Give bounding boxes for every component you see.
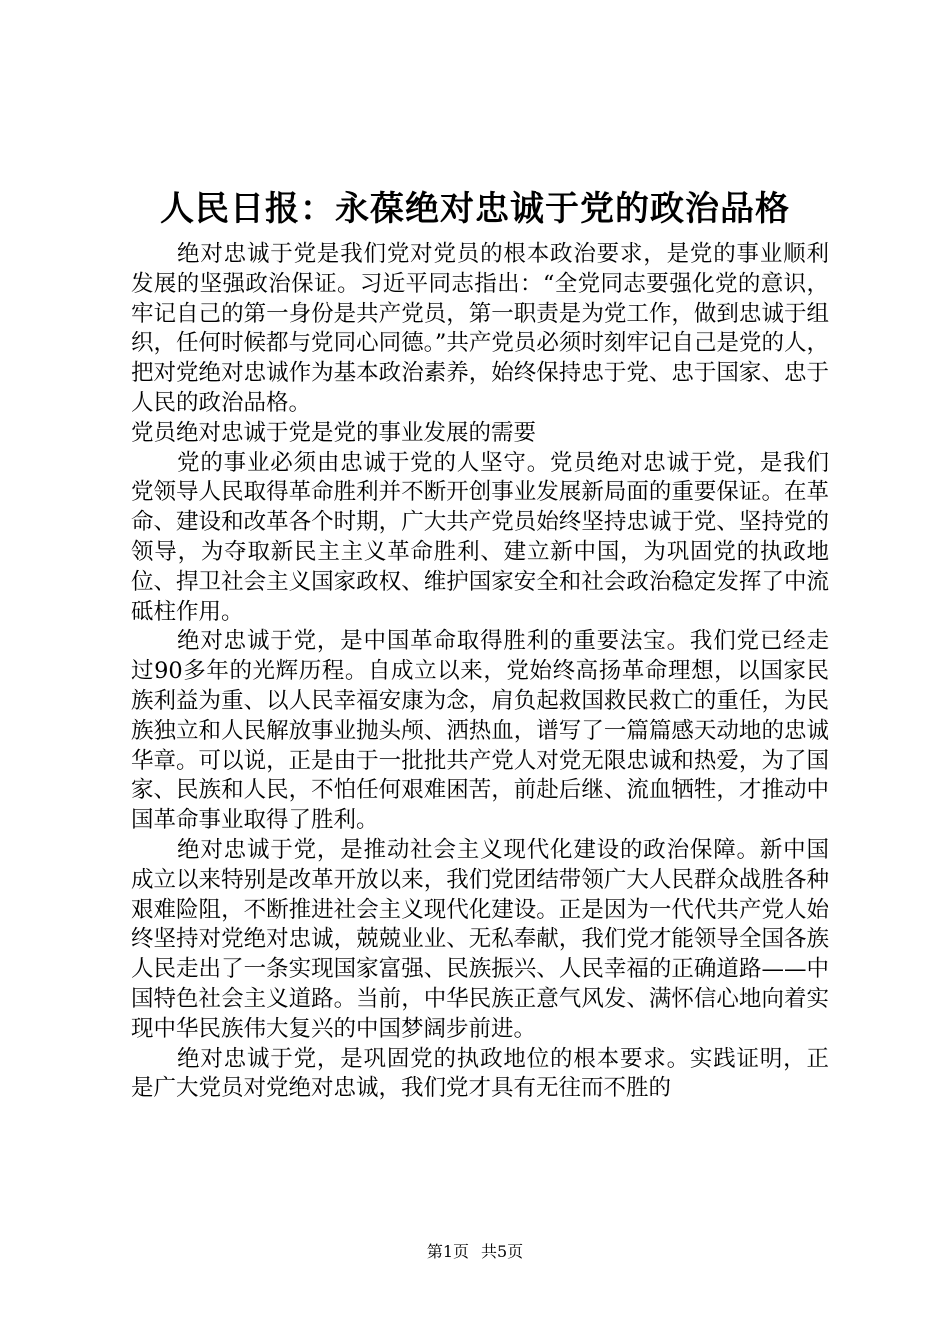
paragraph-governing-status: 绝对忠诚于党，是巩固党的执政地位的根本要求。实践证明，正是广大党员对党绝对忠诚，我们党才具有无往而不胜的 <box>131 1045 829 1102</box>
page-footer <box>0 1241 950 1263</box>
paragraph-intro: 绝对忠诚于党是我们党对党员的根本政治要求，是党的事业顺利发展的坚强政治保证。习近平同志指出：“全党同志要强化党的意识，牢记自己的第一身份是共产党员，第一职责是为党工作，做到忠诚于组织，任何时候都与党同心同德。”共产党员必须时刻牢记自己是党的人，把对党绝对忠诚作为基本政治素养，始终保持忠于党、忠于国家、忠于人民的政治品格。 <box>131 241 829 416</box>
paragraph-party-cause: 党的事业必须由忠诚于党的人坚守。党员绝对忠诚于党，是我们党领导人民取得革命胜利并不断开创事业发展新局面的重要保证。在革命、建设和改革各个时期，广大共产党员始终坚持忠诚于党、坚持党的领导，为夺取新民主主义革命胜利、建立新中国，为巩固党的执政地位、捍卫社会主义国家政权、维护国家安全和社会政治稳定发挥了中流砥柱作用。 <box>131 449 829 625</box>
page-number: 第1页 <box>426 1242 469 1261</box>
page-total: 共5页 <box>481 1242 524 1261</box>
paragraph-modernization: 绝对忠诚于党，是推动社会主义现代化建设的政治保障。新中国成立以来特别是改革开放以来，我们党团结带领广大人民群众战胜各种艰难险阻，不断推进社会主义现代化建设。正是因为一代代共产党人始终坚持对党绝对忠诚，兢兢业业、无私奉献，我们党才能领导全国各族人民走出了一条实现国家富强、民族振兴、人民幸福的正确道路——中国特色社会主义道路。当前，中华民族正意气风发、满怀信心地向着实现中华民族伟大复兴的中国梦阔步前进。 <box>131 836 829 1042</box>
document-body <box>131 240 829 1104</box>
document-title: 人民日报：永葆绝对忠诚于党的政治品格 <box>160 189 790 229</box>
paragraph-revolution: 绝对忠诚于党，是中国革命取得胜利的重要法宝。我们党已经走过90多年的光辉历程。自成立以来，党始终高扬革命理想，以国家民族利益为重、以人民幸福安康为念，肩负起救国救民救亡的重任，为民族独立和人民解放事业抛头颅、洒热血，谱写了一篇篇感天动地的忠诚华章。可以说，正是由于一批批共产党人对党无限忠诚和热爱，为了国家、民族和人民，不怕任何艰难困苦，前赴后继、流血牺牲，才推动中国革命事业取得了胜利。 <box>131 628 829 834</box>
section-heading: 党员绝对忠诚于党是党的事业发展的需要 <box>131 419 537 446</box>
